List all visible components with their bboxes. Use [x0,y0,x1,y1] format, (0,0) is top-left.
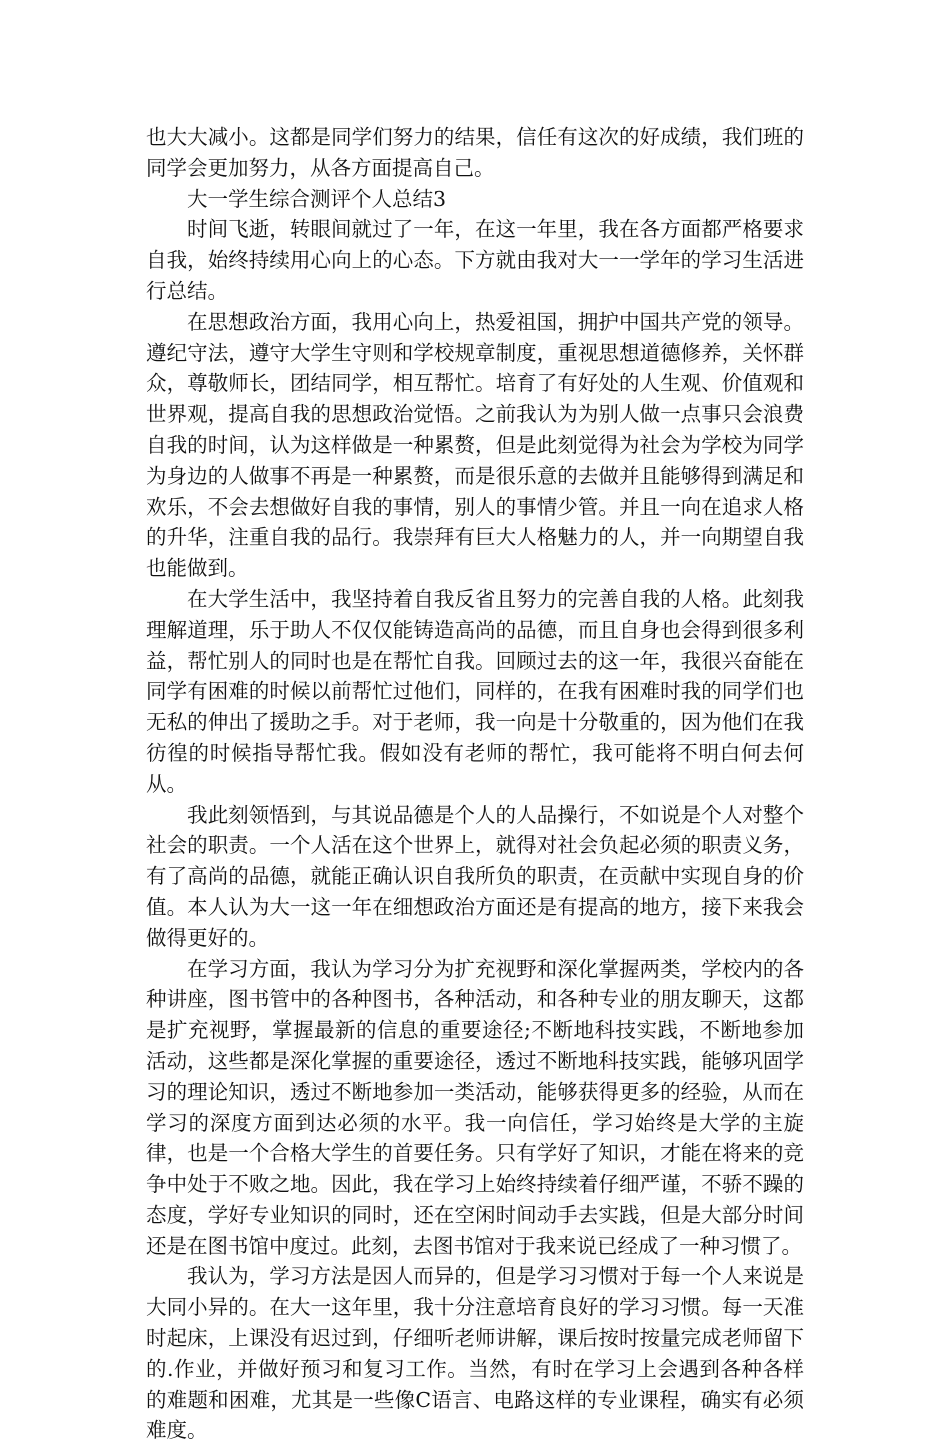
paragraph-morality: 我此刻领悟到，与其说品德是个人的人品操行，不如说是个人对整个社会的职责。一个人活在这个世界上，就得对社会负起必须的职责义务，有了高尚的品德，就能正确认识自我所负的职责，在贡献中实现自身的价值。本人认为大一这一年在细想政治方面还是有提高的地方，接下来我会做得更好的。 [146,802,804,950]
section-heading: 大一学生综合测评个人总结3 [187,186,447,211]
paragraph-continuation: 也大大减小。这都是同学们努力的结果，信任有这次的好成绩，我们班的同学会更加努力，从各方面提高自己。 [146,125,804,180]
document-page [146,122,804,1446]
paragraph-character: 在大学生活中，我坚持着自我反省且努力的完善自我的人格。此刻我理解道理，乐于助人不仅仅能铸造高尚的品德，而且自身也会得到很多利益，帮忙别人的同时也是在帮忙自我。回顾过去的这一年，我很兴奋能在同学有困难的时候以前帮忙过他们，同样的，在我有困难时我的同学们也无私的伸出了援助之手。对于老师，我一向是十分敬重的，因为他们在我彷徨的时候指导帮忙我。假如没有老师的帮忙，我可能将不明白何去何从。 [146,586,804,796]
paragraph-study-habits: 我认为，学习方法是因人而异的，但是学习习惯对于每一个人来说是大同小异的。在大一这年里，我十分注意培育良好的学习习惯。每一天准时起床，上课没有迟过到，仔细听老师讲解，课后按时按量完成老师留下的.作业，并做好预习和复习工作。当然，有时在学习上会遇到各种各样的难题和困难，尤其是一些像C语言、电路这样的专业课程，确实有必须难度。 [146,1264,804,1443]
paragraph-intro: 时间飞逝，转眼间就过了一年，在这一年里，我在各方面都严格要求自我，始终持续用心向上的心态。下方就由我对大一一学年的学习生活进行总结。 [146,217,804,303]
paragraph-study: 在学习方面，我认为学习分为扩充视野和深化掌握两类，学校内的各种讲座，图书管中的各种图书，各种活动，和各种专业的朋友聊天，这都是扩充视野，掌握最新的信息的重要途径;不断地科技实践，不断地参加活动，这些都是深化掌握的重要途径，透过不断地科技实践，能够巩固学习的理论知识，透过不断地参加一类活动，能够获得更多的经验，从而在学习的深度方面到达必须的水平。我一向信任，学习始终是大学的主旋律，也是一个合格大学生的首要任务。只有学好了知识，才能在将来的竞争中处于不败之地。因此，我在学习上始终持续着仔细严谨，不骄不躁的态度，学好专业知识的同时，还在空闲时间动手去实践，但是大部分时间还是在图书馆中度过。此刻，去图书馆对于我来说已经成了一种习惯了。 [146,956,804,1258]
paragraph-political: 在思想政治方面，我用心向上，热爱祖国，拥护中国共产党的领导。遵纪守法，遵守大学生守则和学校规章制度，重视思想道德修养，关怀群众，尊敬师长，团结同学，相互帮忙。培育了有好处的人生观、价值观和世界观，提高自我的思想政治觉悟。之前我认为为别人做一点事只会浪费自我的时间，认为这样做是一种累赘，但是此刻觉得为社会为学校为同学为身边的人做事不再是一种累赘，而是很乐意的去做并且能够得到满足和欢乐，不会去想做好自我的事情，别人的事情少管。并且一向在追求人格的升华，注重自我的品行。我崇拜有巨大人格魅力的人，并一向期望自我也能做到。 [146,309,804,581]
